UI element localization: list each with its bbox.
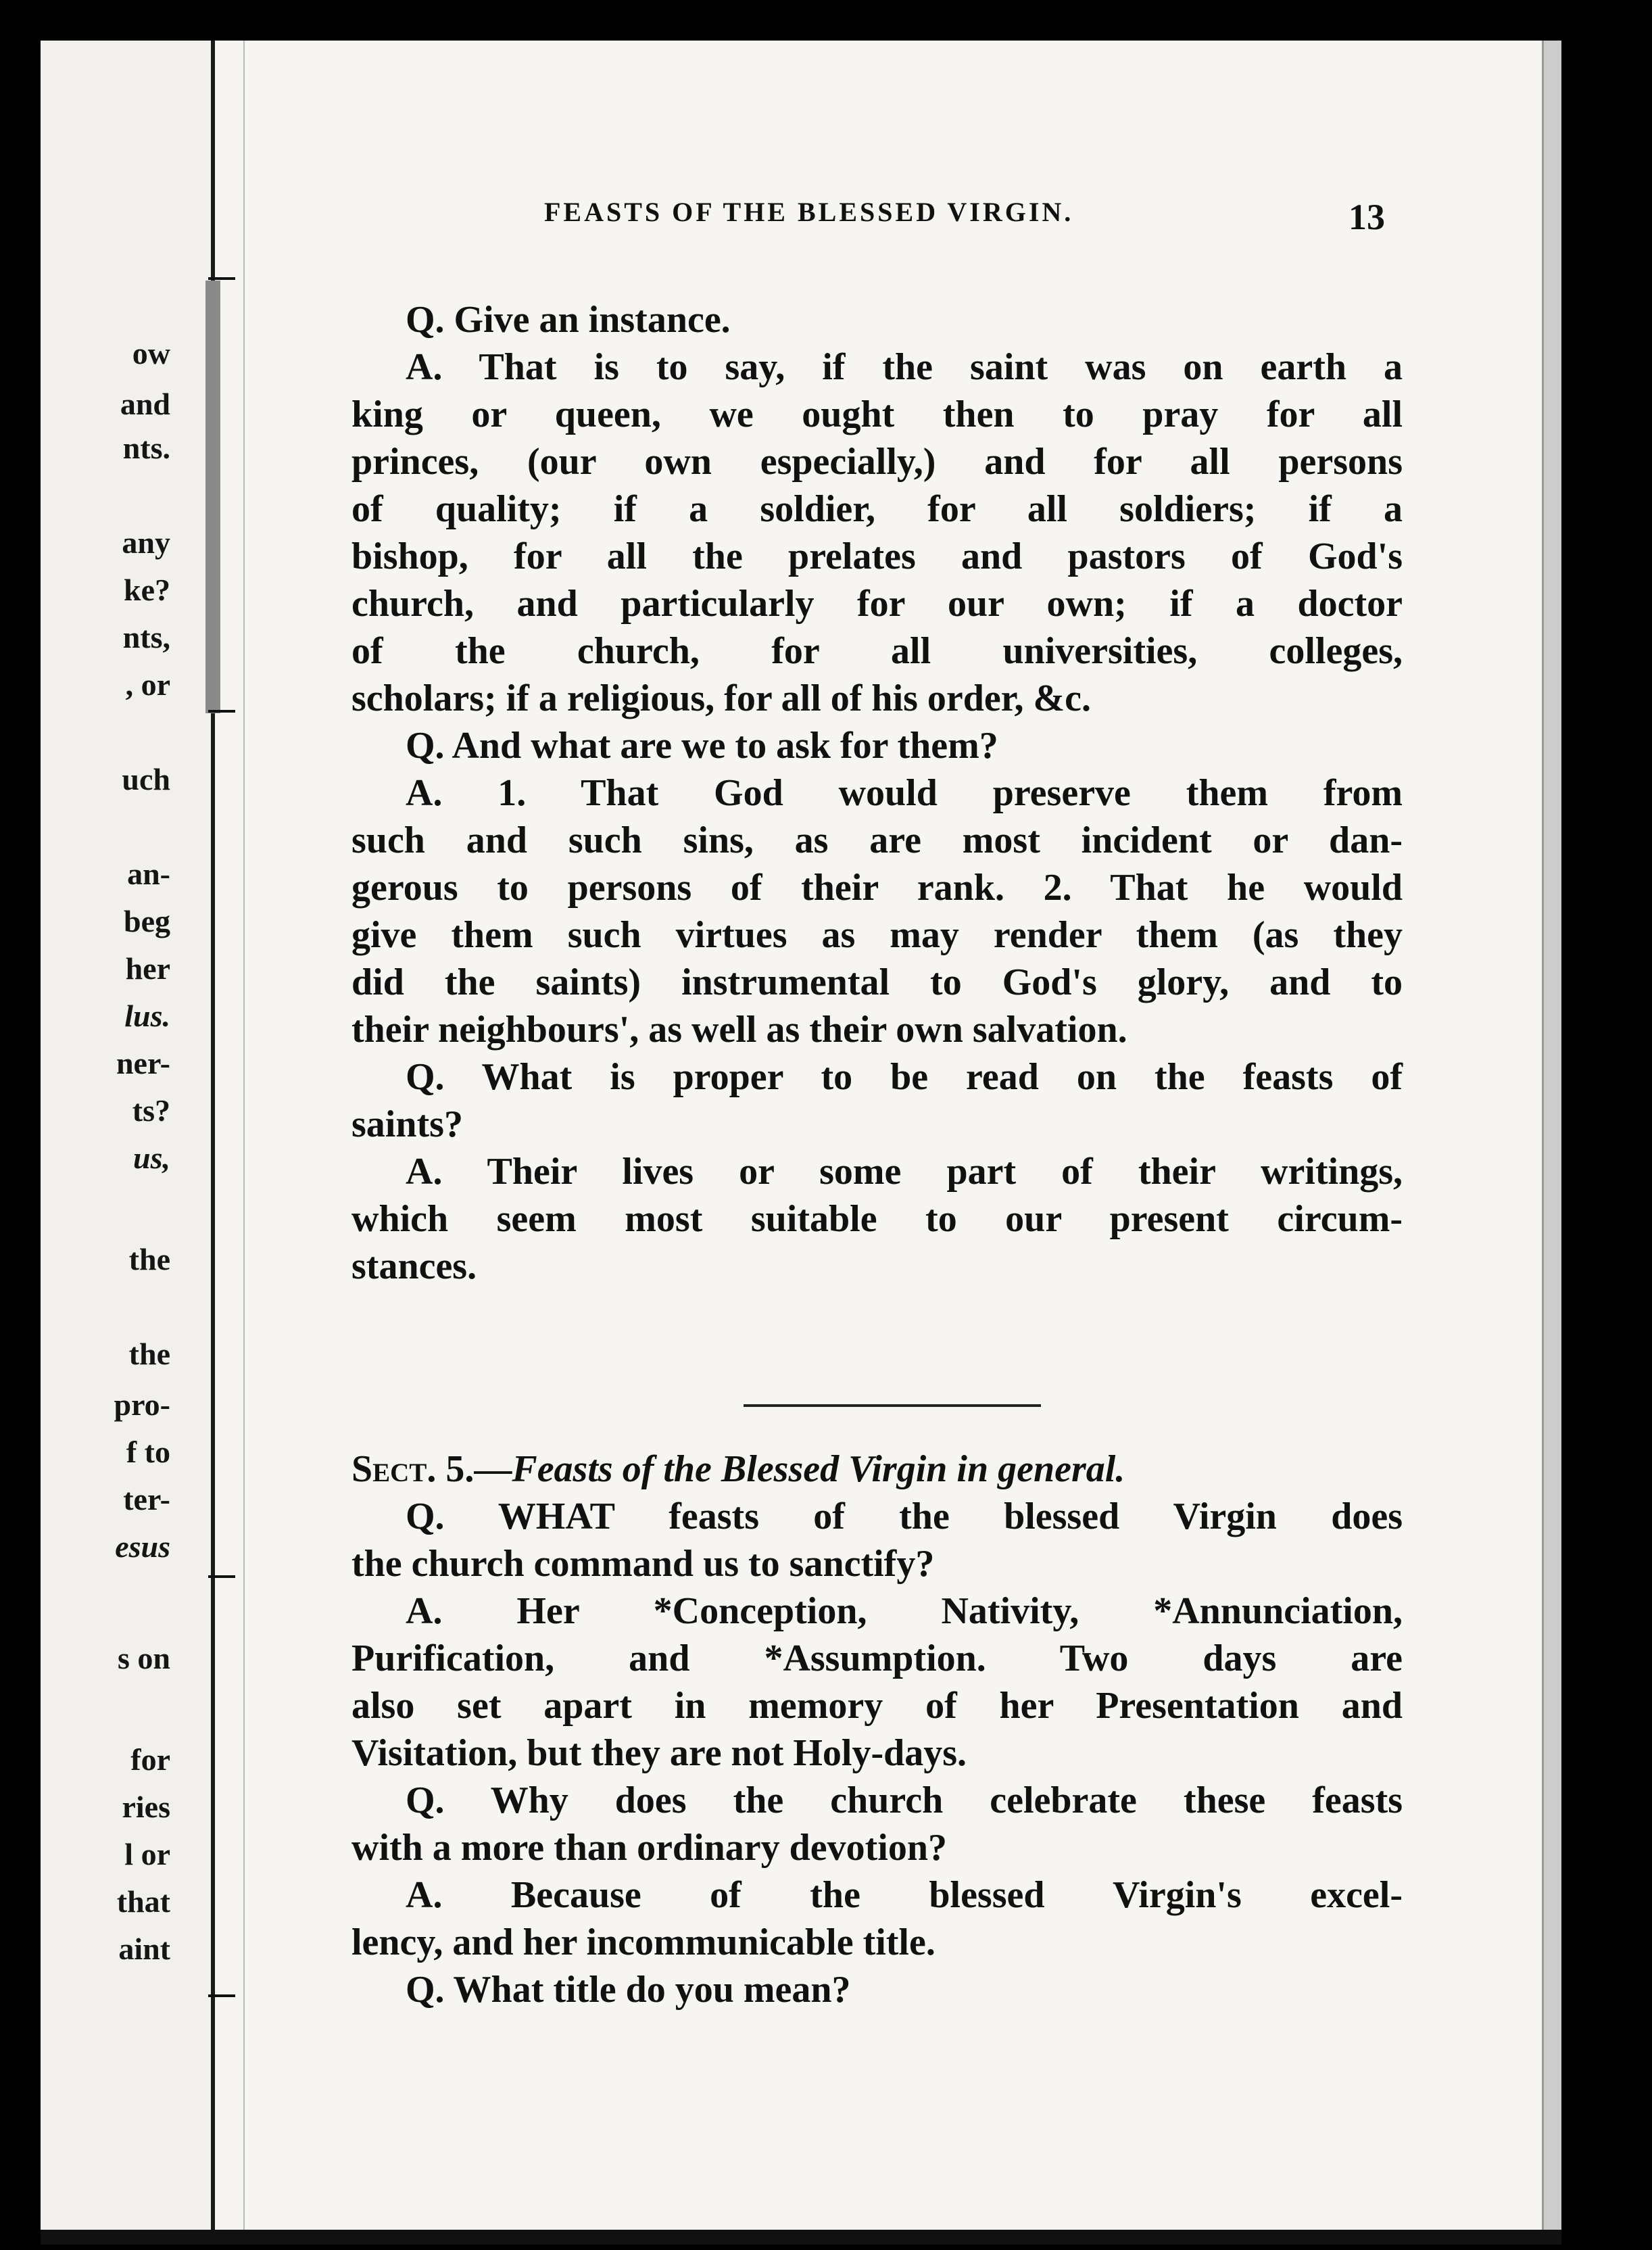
sect-label: Sect. bbox=[351, 1448, 437, 1490]
sect-title: Feasts of the Blessed Virgin in general. bbox=[512, 1448, 1125, 1490]
question-line: Q. What is proper to be read on the feasts of bbox=[406, 1056, 1403, 1098]
text-line: the church command us to sanctify? bbox=[351, 1543, 935, 1585]
text-line: king or queen, we ought then to pray for all bbox=[351, 393, 1403, 435]
fragment: ts? bbox=[132, 1093, 170, 1128]
answer-line: A. Because of the blessed Virgin's excel- bbox=[406, 1874, 1403, 1916]
fragment: for bbox=[130, 1742, 170, 1777]
binding-shadow bbox=[243, 41, 245, 2245]
fragment: ries bbox=[122, 1790, 170, 1824]
text-line: of quality; if a soldier, for all soldiers; if a bbox=[351, 488, 1403, 530]
binding-stitch bbox=[208, 1994, 235, 1997]
book-page bbox=[41, 41, 1561, 2245]
fragment: f to bbox=[126, 1435, 170, 1469]
fragment: s on bbox=[118, 1641, 170, 1675]
fragment: l or bbox=[124, 1837, 170, 1871]
fragment: us, bbox=[133, 1141, 170, 1175]
fragment: the bbox=[128, 1242, 170, 1276]
answer-line: A. 1. That God would preserve them from bbox=[406, 772, 1403, 814]
binding-thread bbox=[205, 281, 220, 713]
binding-stitch bbox=[208, 710, 235, 713]
text-line: of the church, for all universities, colleges, bbox=[351, 630, 1403, 672]
answer-line: A. Their lives or some part of their writings, bbox=[406, 1151, 1403, 1193]
text-line: their neighbours', as well as their own salvation. bbox=[351, 1009, 1127, 1051]
fragment: lus. bbox=[124, 999, 170, 1033]
text-line: which seem most suitable to our present circum- bbox=[351, 1198, 1403, 1240]
section-divider bbox=[744, 1404, 1041, 1415]
fragment: the bbox=[128, 1337, 170, 1371]
question-line: Q. Why does the church celebrate these feasts bbox=[406, 1779, 1403, 1821]
fragment: ner- bbox=[116, 1046, 170, 1080]
binding-stitch bbox=[208, 277, 235, 280]
text-line: lency, and her incommunicable title. bbox=[351, 1921, 936, 1963]
binding-stitch bbox=[208, 1575, 235, 1578]
fragment: esus bbox=[115, 1529, 170, 1564]
text-line: stances. bbox=[351, 1245, 477, 1287]
text-line: Purification, and *Assumption. Two days are bbox=[351, 1637, 1403, 1679]
question-line: Q. Give an instance. bbox=[406, 299, 731, 341]
question-line: Q. What title do you mean? bbox=[406, 1969, 851, 2011]
fragment: that bbox=[116, 1884, 170, 1919]
text-line: bishop, for all the prelates and pastors of God's bbox=[351, 535, 1403, 577]
fragment: ke? bbox=[124, 573, 170, 607]
answer-line: A. That is to say, if the saint was on earth a bbox=[406, 346, 1403, 388]
fragment: an- bbox=[127, 857, 170, 891]
fragment: ow bbox=[132, 336, 170, 370]
text-line: gerous to persons of their rank. 2. That he would bbox=[351, 867, 1403, 909]
text-line: such and such sins, as are most incident or dan- bbox=[351, 819, 1403, 861]
text-line: saints? bbox=[351, 1103, 463, 1145]
page-number: 13 bbox=[1349, 197, 1385, 237]
question-line: Q. WHAT feasts of the blessed Virgin does bbox=[406, 1495, 1403, 1537]
fragment: nts. bbox=[122, 431, 170, 465]
fragment: ter- bbox=[123, 1482, 170, 1516]
fragment: and bbox=[120, 387, 170, 421]
page-edge bbox=[1542, 41, 1561, 2245]
fragment: aint bbox=[118, 1932, 170, 1966]
text-line: give them such virtues as may render them (as they bbox=[351, 914, 1403, 956]
fragment: nts, bbox=[122, 620, 170, 654]
text-line: church, and particularly for our own; if a doctor bbox=[351, 583, 1403, 625]
text-line: Visitation, but they are not Holy-days. bbox=[351, 1732, 967, 1774]
question-line: Q. And what are we to ask for them? bbox=[406, 725, 998, 767]
text-line: princes, (our own especially,) and for all persons bbox=[351, 441, 1403, 483]
scan-border bbox=[41, 2230, 1561, 2245]
sect-number: 5.— bbox=[445, 1448, 512, 1490]
fragment: uch bbox=[122, 762, 170, 796]
section-heading bbox=[351, 1450, 1403, 1496]
fragment: , or bbox=[125, 667, 170, 702]
fragment: beg bbox=[124, 904, 170, 938]
text-line: did the saints) instrumental to God's glory, and to bbox=[351, 961, 1403, 1003]
text-line: also set apart in memory of her Presentation and bbox=[351, 1685, 1403, 1727]
answer-line: A. Her *Conception, Nativity, *Annunciation, bbox=[406, 1590, 1403, 1632]
fragment: any bbox=[122, 525, 170, 560]
running-header: FEASTS OF THE BLESSED VIRGIN. bbox=[544, 197, 1074, 227]
text-line: scholars; if a religious, for all of his order, &c. bbox=[351, 677, 1091, 719]
fragment: pro- bbox=[114, 1387, 170, 1422]
text-line: with a more than ordinary devotion? bbox=[351, 1827, 947, 1869]
fragment: her bbox=[125, 951, 170, 986]
